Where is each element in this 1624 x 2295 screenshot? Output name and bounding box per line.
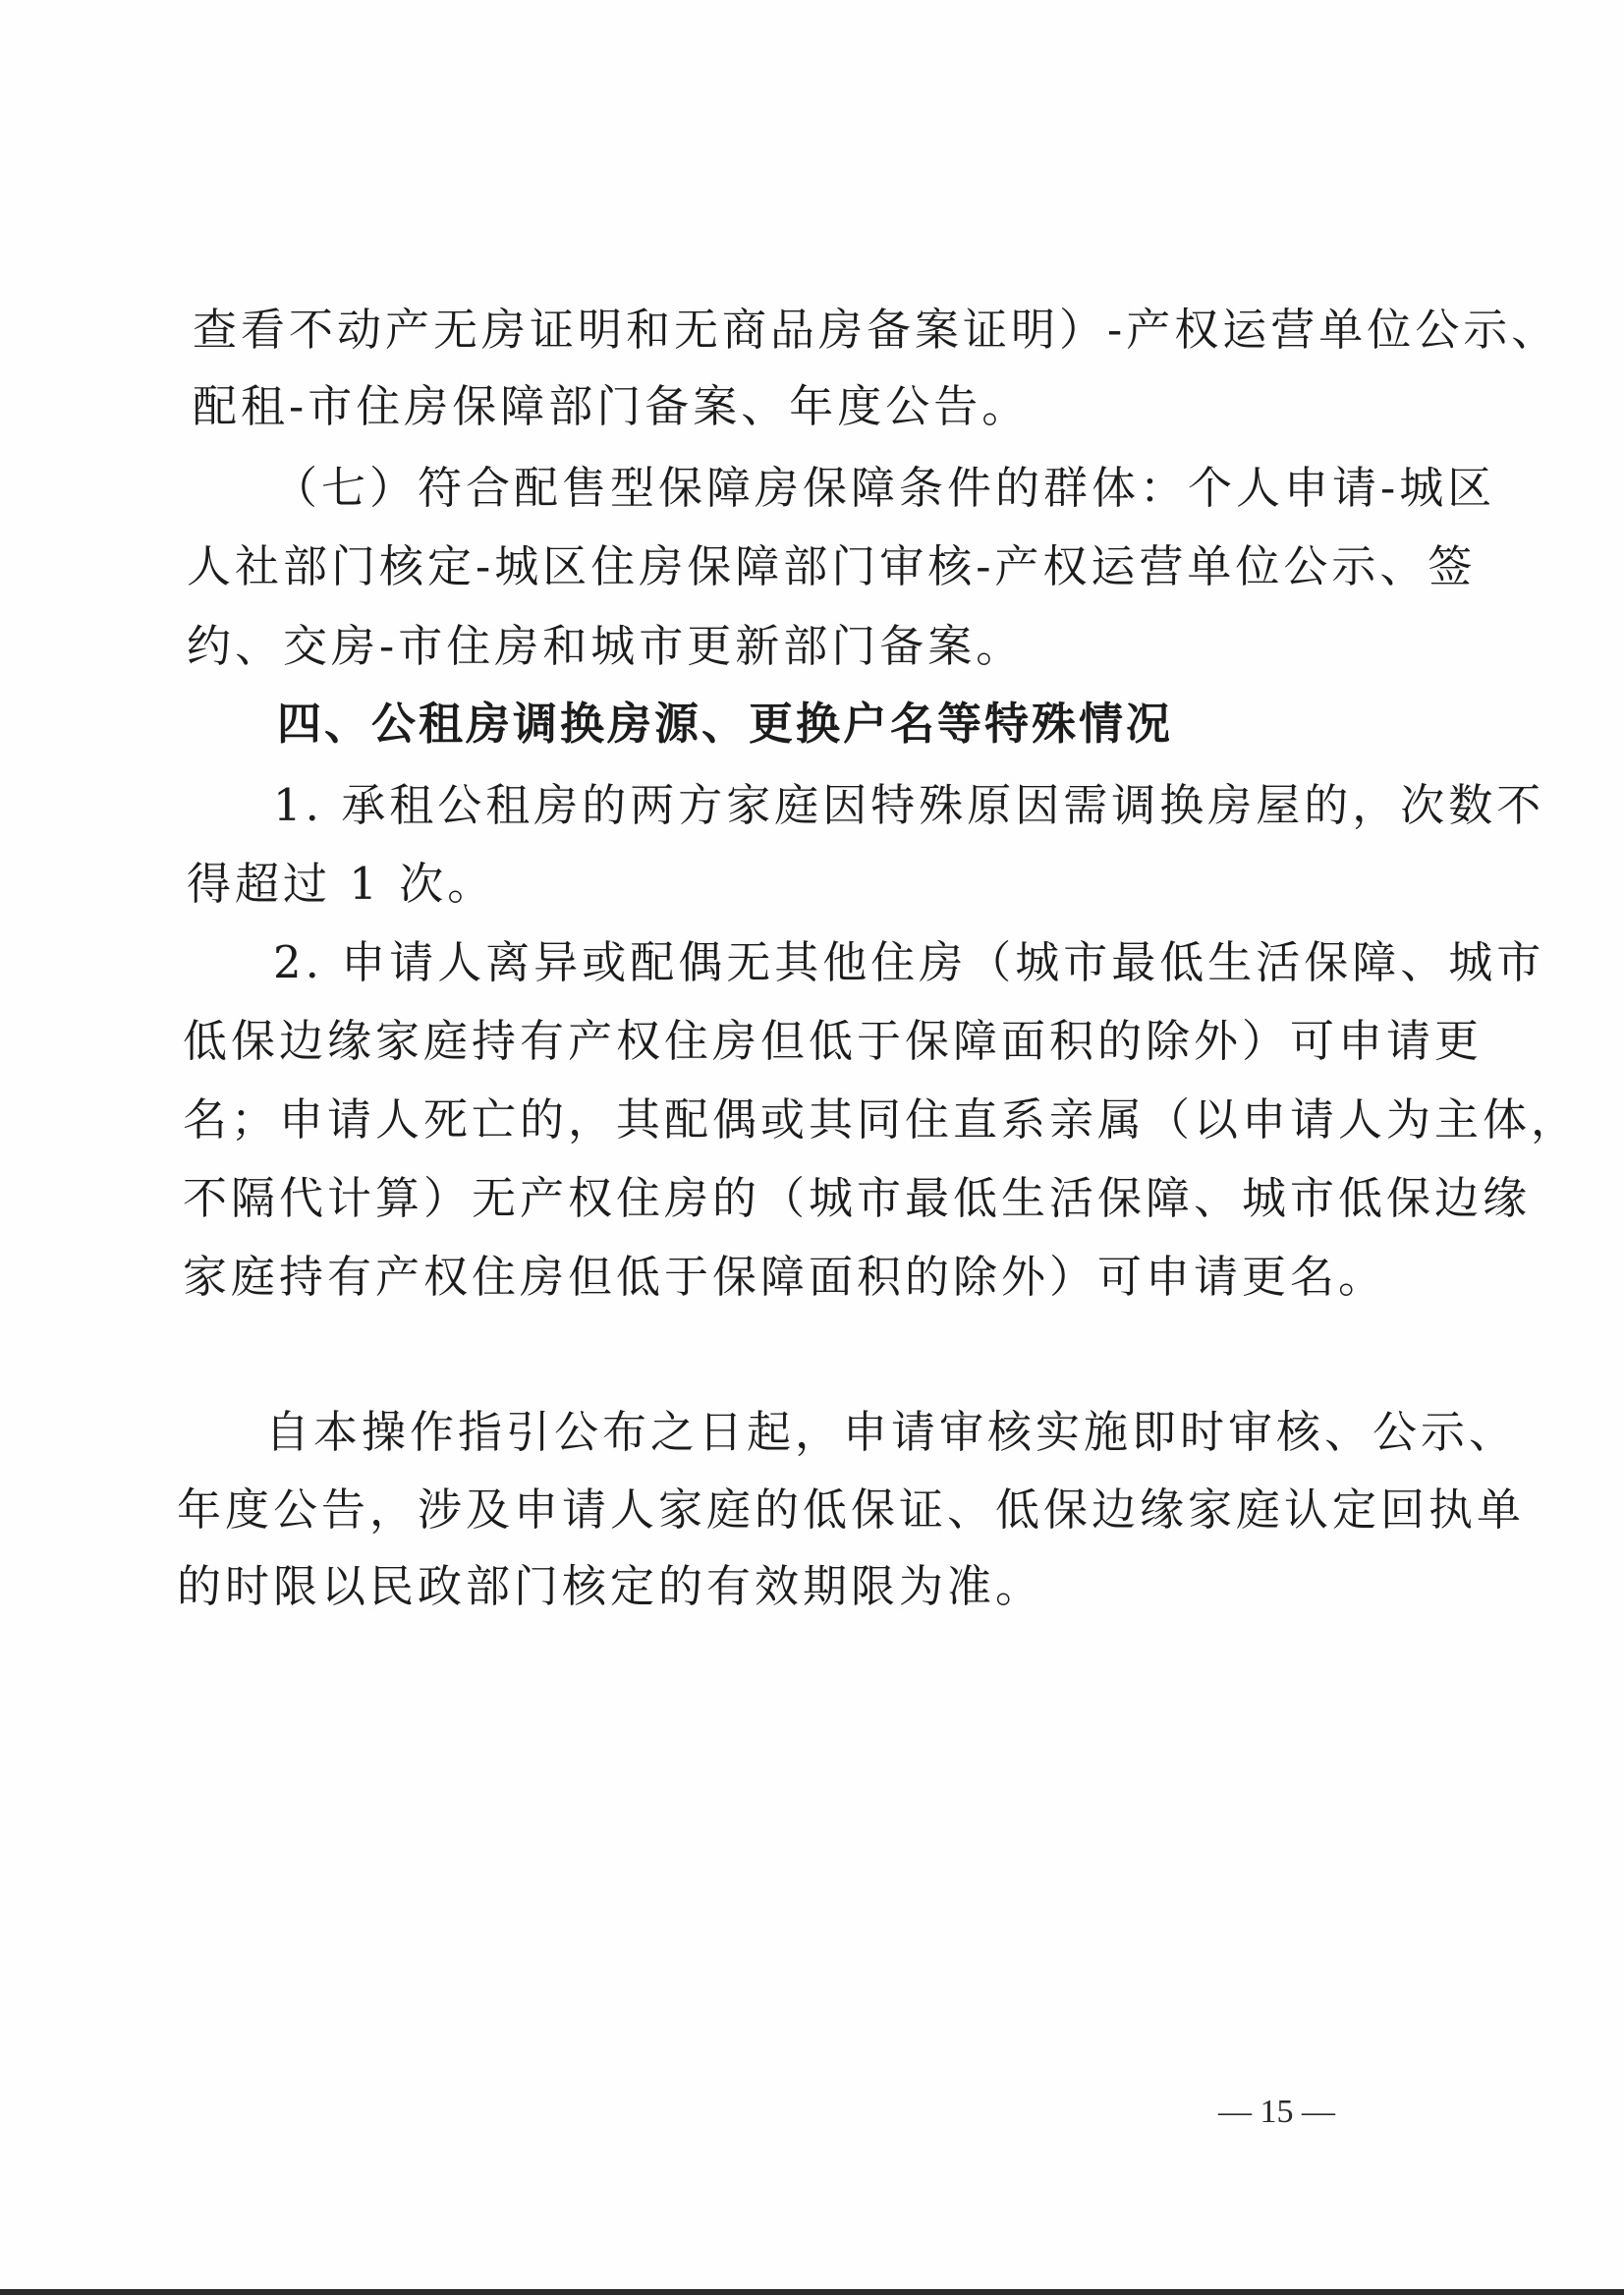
paragraph-line-12: 不隔代计算）无产权住房的（城市最低生活保障、城市低保边缘 <box>183 1172 1532 1224</box>
section-heading: 四、公租房调换房源、更换户名等特殊情况 <box>277 698 1174 750</box>
paragraph-line-5: 约、交房-市住房和城市更新部门备案。 <box>187 620 1025 672</box>
scan-bottom-edge <box>0 2289 1624 2295</box>
paragraph-line-4: 人社部门核定-城区住房保障部门审核-产权运营单位公示、签 <box>187 540 1477 592</box>
paragraph-line-16: 的时限以民政部门核定的有效期限为准。 <box>177 1560 1044 1612</box>
paragraph-line-10: 低保边缘家庭持有产权住房但低于保障面积的除外）可申请更 <box>183 1015 1484 1067</box>
paragraph-line-13: 家庭持有产权住房但低于保障面积的除外）可申请更名。 <box>183 1251 1387 1303</box>
page-number: — 15 — <box>1218 2094 1335 2130</box>
paragraph-line-7: 1. 承租公租房的两方家庭因特殊原因需调换房屋的，次数不 <box>273 779 1545 831</box>
paragraph-line-8: 得超过 1 次。 <box>187 858 496 910</box>
paragraph-line-9: 2. 申请人离异或配偶无其他住房（城市最低生活保障、城市 <box>273 936 1545 988</box>
paragraph-line-3: （七）符合配售型保障房保障条件的群体：个人申请-城区 <box>273 462 1496 514</box>
paragraph-line-14: 自本操作指引公布之日起，申请审核实施即时审核、公示、 <box>265 1406 1518 1458</box>
paragraph-line-11: 名；申请人死亡的，其配偶或其同住直系亲属（以申请人为主体， <box>183 1093 1580 1146</box>
paragraph-line-2: 配租-市住房保障部门备案、年度公告。 <box>193 380 1031 432</box>
paragraph-line-1: 查看不动产无房证明和无商品房备案证明）-产权运营单位公示、 <box>193 304 1560 356</box>
paragraph-line-15: 年度公告，涉及申请人家庭的低保证、低保边缘家庭认定回执单 <box>177 1483 1526 1536</box>
